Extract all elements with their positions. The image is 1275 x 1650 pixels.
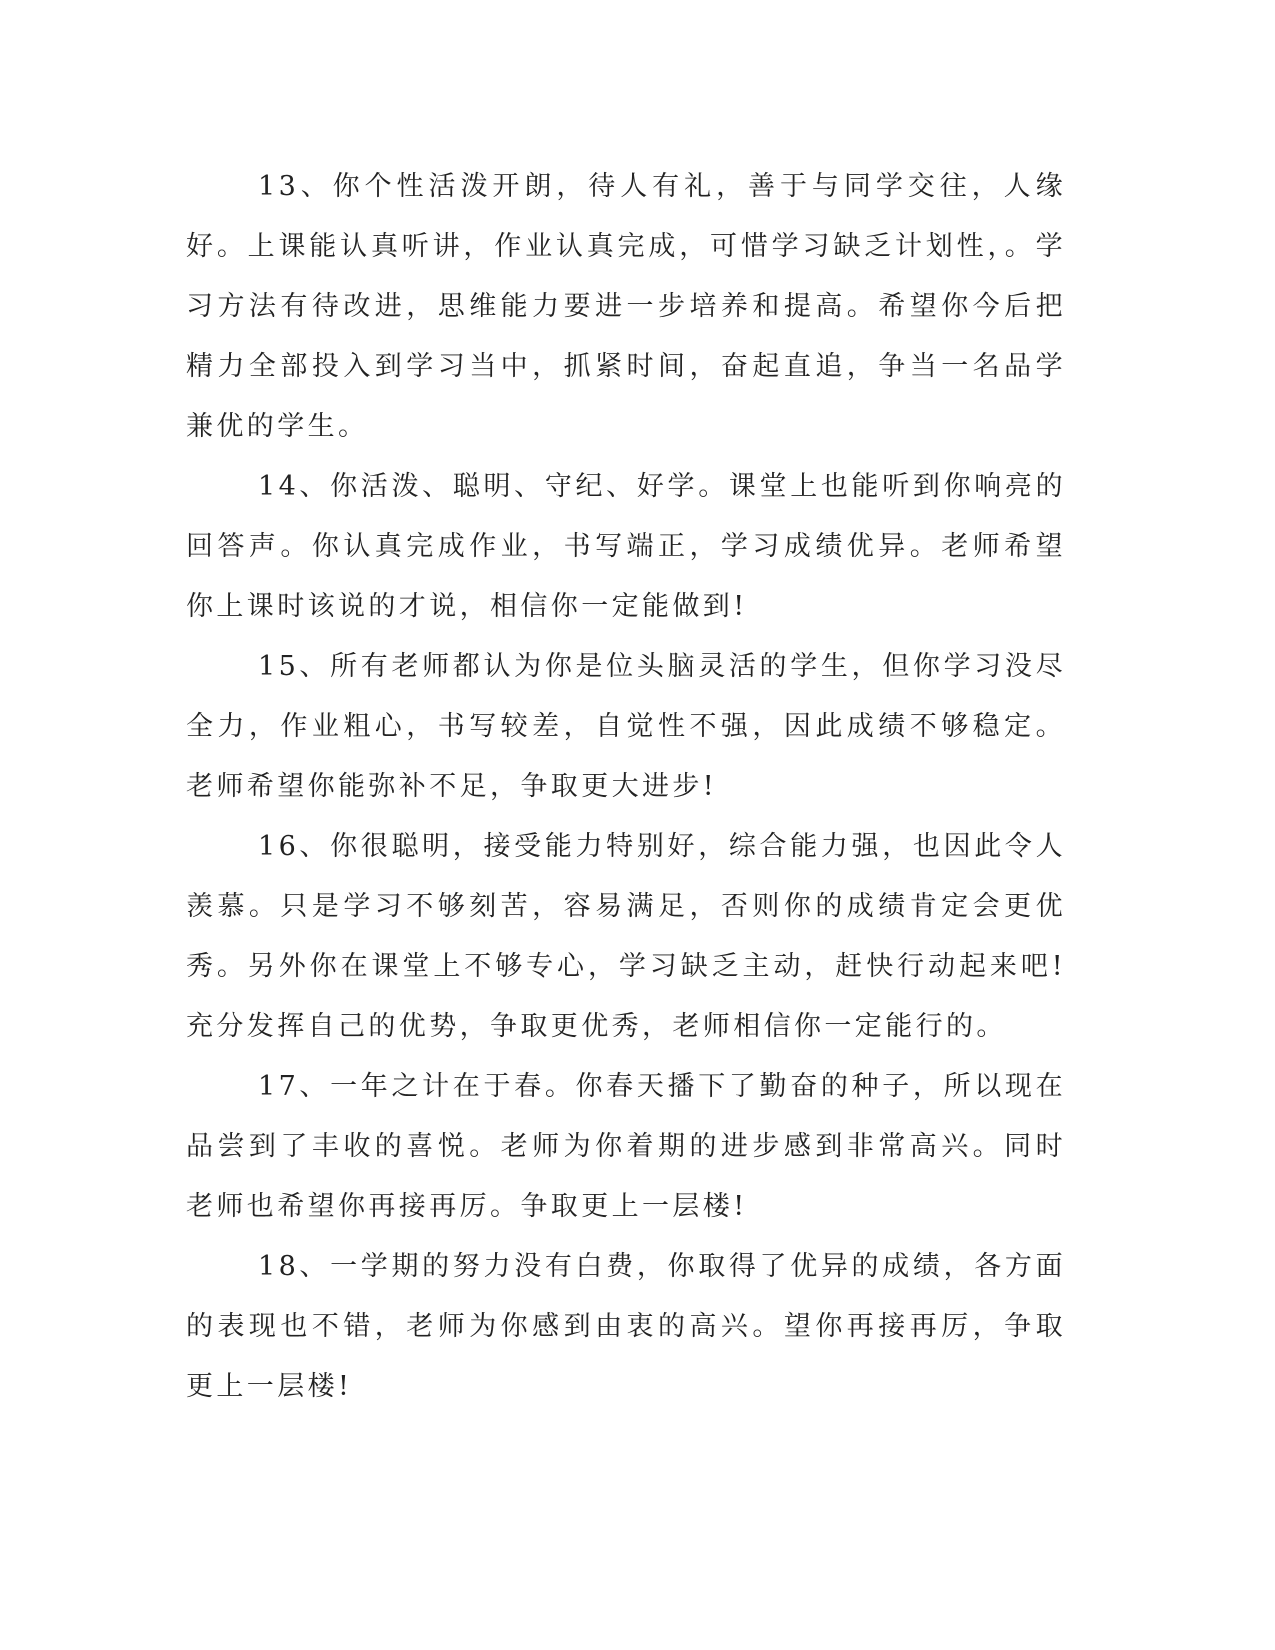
comment-paragraph-16: 16、你很聪明，接受能力特别好，综合能力强，也因此令人羡慕。只是学习不够刻苦，容易满足，否则你的成绩肯定会更优秀。另外你在课堂上不够专心，学习缺乏主动，赶快行动起来吧!充分发挥自己的优势，争取更优秀，老师相信你一定能行的。: [186, 831, 1066, 1042]
comment-paragraph-15: 15、所有老师都认为你是位头脑灵活的学生，但你学习没尽全力，作业粗心，书写较差，自觉性不强，因此成绩不够稳定。老师希望你能弥补不足，争取更大进步!: [186, 651, 1066, 802]
comment-paragraph-17: 17、一年之计在于春。你春天播下了勤奋的种子，所以现在品尝到了丰收的喜悦。老师为你着期的进步感到非常高兴。同时老师也希望你再接再厉。争取更上一层楼!: [186, 1071, 1066, 1222]
comment-paragraph-18: 18、一学期的努力没有白费，你取得了优异的成绩，各方面的表现也不错，老师为你感到由衷的高兴。望你再接再厉，争取更上一层楼!: [186, 1251, 1066, 1402]
document-body: [186, 157, 1066, 1417]
comment-paragraph-13: 13、你个性活泼开朗，待人有礼，善于与同学交往，人缘好。上课能认真听讲，作业认真完成，可惜学习缺乏计划性，。学习方法有待改进，思维能力要进一步培养和提高。希望你今后把精力全部投入到学习当中，抓紧时间，奋起直追，争当一名品学兼优的学生。: [186, 171, 1066, 442]
comment-paragraph-14: 14、你活泼、聪明、守纪、好学。课堂上也能听到你响亮的回答声。你认真完成作业，书写端正，学习成绩优异。老师希望你上课时该说的才说，相信你一定能做到!: [186, 471, 1066, 622]
